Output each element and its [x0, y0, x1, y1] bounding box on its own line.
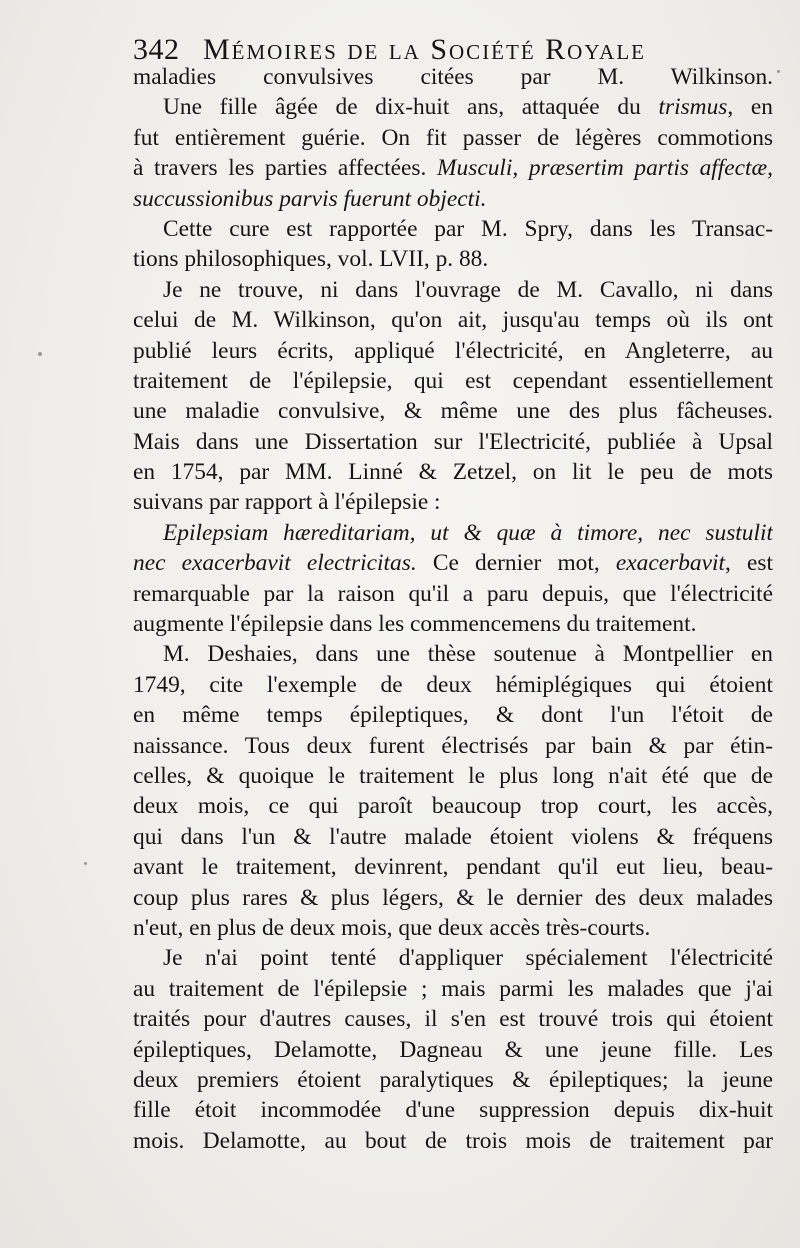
text-line: celles, & quoique le traitement le plus long n'ait été que de — [133, 762, 773, 789]
text-line: n'eut, en plus de deux mois, que deux accès très-courts. — [133, 914, 651, 941]
text-segment: Ce dernier mot, — [432, 550, 600, 577]
text-line: qui dans l'un & l'autre malade étoient violens & fréquens — [133, 823, 773, 850]
latin-quote: succussionibus parvis fuerunt objecti. — [133, 185, 487, 212]
body-text — [133, 62, 773, 1156]
text-line: avant le traitement, devinrent, pendant qu'il eut lieu, beau- — [133, 854, 773, 881]
text-line: une maladie convulsive, & même une des plus fâcheuses. — [133, 398, 773, 425]
text-line: Je ne trouve, ni dans l'ouvrage de M. Cavallo, ni dans — [163, 276, 773, 303]
text-line: M. Deshaies, dans une thèse soutenue à Montpellier en — [163, 641, 773, 668]
text-line: deux premiers étoient paralytiques & épileptiques; la jeune — [133, 1066, 773, 1093]
text-line: traités pour d'autres causes, il s'en est trouvé trois qui étoient — [133, 1006, 773, 1033]
text-segment: , est — [724, 550, 773, 577]
text-line: naissance. Tous deux furent électrisés par bain & par étin- — [133, 732, 773, 759]
text-line: deux mois, ce qui paroît beaucoup trop court, les accès, — [133, 793, 773, 820]
text-line: en 1754, par MM. Linné & Zetzel, on lit le peu de mots — [133, 459, 773, 486]
italic-term: exacerbavit — [615, 550, 725, 577]
text-line: augmente l'épilepsie dans les commencemens du traitement. — [133, 611, 697, 638]
text-segment: Une fille âgée de dix-huit ans, attaquée du — [163, 94, 641, 121]
italic-term: trismus — [658, 94, 728, 121]
latin-quote: nec exacerbavit electricitas. — [133, 550, 417, 577]
text-line: Je n'ai point tenté d'appliquer spécialement l'électricité — [163, 945, 773, 972]
text-line: fut entièrement guérie. On fit passer de légères commotions — [133, 124, 773, 151]
text-line: celui de M. Wilkinson, qu'on ait, jusqu'au temps où ils ont — [133, 307, 773, 334]
page-number: 342 — [133, 33, 180, 66]
text-line: épileptiques, Delamotte, Dagneau & une jeune fille. Les — [133, 1036, 773, 1063]
text-line — [133, 92, 773, 122]
text-line — [133, 548, 773, 578]
text-line — [133, 153, 773, 183]
text-line: Mais dans une Dissertation sur l'Electricité, publiée à Upsal — [133, 428, 773, 455]
paper-speck — [777, 70, 780, 73]
text-line: au traitement de l'épilepsie ; mais parmi les malades que j'ai — [133, 975, 773, 1002]
text-line: maladies convulsives citées par M. Wilkinson. — [133, 64, 773, 90]
text-line: traitement de l'épilepsie, qui est cependant essentiellement — [133, 367, 773, 394]
text-line: en même temps épileptiques, & dont l'un l'étoit de — [133, 702, 773, 729]
text-line: coup plus rares & plus légers, & le dernier des deux malades — [133, 884, 773, 911]
paper-speck — [84, 862, 87, 865]
text-line: remarquable par la raison qu'il a paru depuis, que l'électricité — [133, 580, 773, 607]
latin-quote: Musculi, præsertim partis affectæ, — [437, 155, 773, 182]
latin-quote: Epilepsiam hæreditariam, ut & quæ à timore, nec sustulit — [163, 519, 773, 546]
text-line: tions philosophiques, vol. LVII, p. 88. — [133, 246, 489, 273]
text-line: Cette cure est rapportée par M. Spry, dans les Transac- — [163, 215, 773, 242]
text-line: 1749, cite l'exemple de deux hémiplégiques qui étoient — [133, 671, 773, 698]
running-title: Mémoires de la Société Royale — [203, 33, 647, 66]
text-line: mois. Delamotte, au bout de trois mois de traitement par — [133, 1127, 773, 1154]
text-line: publié leurs écrits, appliqué l'électricité, en Angleterre, au — [133, 337, 773, 364]
paper-speck — [38, 352, 42, 356]
text-segment: à travers les parties affectées. — [133, 155, 427, 182]
text-segment: , en — [727, 94, 773, 121]
text-line: suivans par rapport à l'épilepsie : — [133, 489, 441, 516]
text-line: fille étoit incommodée d'une suppression depuis dix-huit — [133, 1097, 773, 1124]
